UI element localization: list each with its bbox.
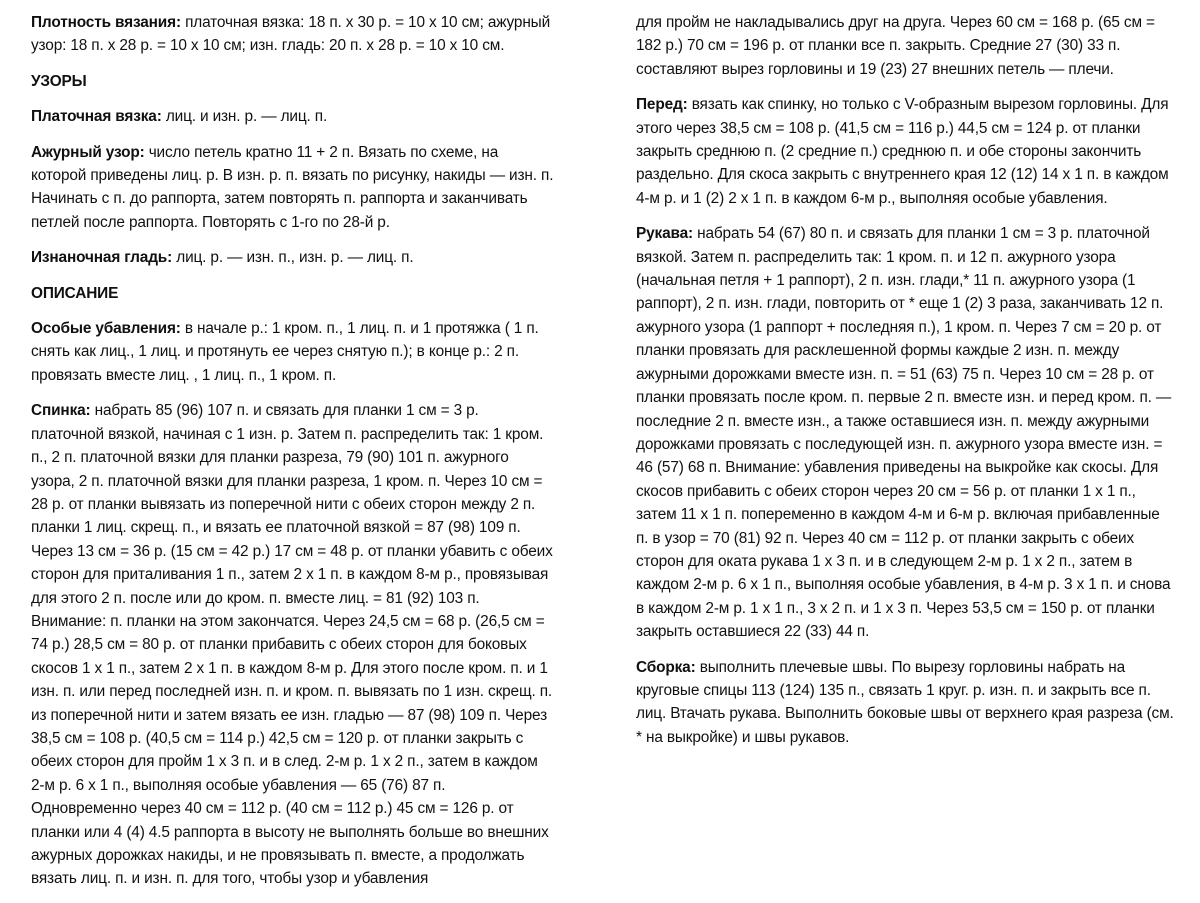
back-label: Спинка: bbox=[31, 402, 91, 420]
reverse-text: лиц. р. — изн. п., изн. р. — лиц. п. bbox=[172, 249, 414, 267]
back-text: набрать 85 (96) 107 п. и связать для планки 1 см = 3 р. платочной вязкой, начиная с 1 изн. р. Затем п. распределить так: 1 кром. п., 2 п. платочной вязки для планки разреза, 79 (90) 101 п. ажурного узора, 2 п. платочной вязки для планки разреза, 1 кром. п. Через 10 см = 28 р. от планки вывязать из поперечной нити с обеих сторон между 2 п. планки 1 лиц. скрещ. п., и вязать ее платочной вязкой = 87 (98) 109 п. Через 13 см = 36 р. (15 см = 42 р.) 17 см = 48 р. от планки убавить с обеих сторон для приталивания 1 п., затем 2 х 1 п. в каждом 8-м р., провязывая для этого 2 п. после или до кром. п. вместе лиц. = 81 (92) 103 п. Внимание: п. планки на этом закончатся. Через 24,5 см = 68 р. (26,5 см = 74 р.) 28,5 см = 80 р. от планки прибавить с обеих сторон для боковых скосов 1 х 1 п., затем 2 х 1 п. в каждом 8-м р. Для этого после кром. п. и 1 изн. п. или перед последней изн. п. и кром. п. вывязать по 1 изн. скрещ. п. из поперечной нити и затем вязать ее изн. гладью — 87 (98) 109 п. Через 38,5 см = 108 р. (40,5 см = 114 р.) 42,5 см = 120 р. от планки закрыть с обеих сторон для пройм 1 х 3 п. и в след. 2-м р. 1 х 2 п., затем в каждом 2-м р. 6 х 1 п., выполняя особые убавления — 65 (76) 87 п. Одновременно через 40 см = 112 р. (40 см = 112 р.) 45 см = 126 р. от планки или 4 (4) 4.5 раппорта в высоту не выполнять больше во внешних ажурных дорожках накиды, и не провязывать п. вместе, а продолжать вязать лиц. п. и изн. п. для того, чтобы узор и убавления bbox=[31, 402, 553, 888]
back-continued-paragraph: для пройм не накладывались друг на друга. Через 60 см = 168 р. (65 см = 182 р.) 70 см = 196 р. от планки все п. закрыть. Средние 27 (30) 33 п. составляют вырез горловины и 19 (23) 27 внешних петель — плечи. bbox=[636, 14, 1155, 78]
assembly-label: Сборка: bbox=[636, 658, 696, 676]
reverse-label: Изнаночная гладь: bbox=[31, 249, 173, 267]
garter-text: лиц. и изн. р. — лиц. п. bbox=[161, 108, 328, 126]
sleeves-text: набрать 54 (67) 80 п. и связать для планки 1 см = 3 р. платочной вязкой. Затем п. распределить так: 1 кром. п. и 12 п. ажурного узора (начальная петля + 1 раппорт), 2 п. изн. глади,* 11 п. ажурного узора (1 раппорт), 2 п. изн. глади, повторить от * еще 1 (2) 3 раза, заканчивать 12 п. ажурного узора (1 раппорт + последняя п.), 1 кром. п. Через 7 см = 20 р. от планки провязать для расклешенной формы каждые 2 изн. п. между ажурными дорожками вместе изн. п. = 51 (63) 75 п. Через 10 см = 28 р. от планки провязать после кром. п. первые 2 п. вместе изн. и перед кром. п. — последние 2 п. вместе изн., а также оставшиеся изн. п. между ажурными дорожками провязать с последующей изн. п. ажурного узора вместе изн. = 46 (57) 68 п. Внимание: убавления приведены на выкройке как скосы. Для скосов прибавить с обеих сторон через 20 см = 56 р. от планки 1 х 1 п., затем 11 х 1 п. попеременно в каждом 4-м и 6-м р. включая прибавленные п. в узор = 70 (81) 92 п. Через 40 см = 112 р. от планки закрыть с обеих сторон для оката рукава 1 х 3 п. и в следующем 2-м р. 1 х 2 п., затем в каждом 2-м р. 6 х 1 п., выполняя особые убавления, в 4-м р. 3 х 1 п. и снова в каждом 2-м р. 1 х 1 п., 3 х 2 п. и 1 х 3 п. Через 53,5 см = 150 р. от планки закрыть оставшиеся 22 (33) 44 п. bbox=[636, 225, 1172, 641]
density-paragraph bbox=[31, 11, 555, 58]
front-text: вязать как спинку, но только с V-образным вырезом горловины. Для этого через 38,5 см = 108 р. (41,5 см = 116 р.) 44,5 см = 124 р. от планки закрыть среднюю п. (2 средние п.) среднюю п. и обе стороны закончить раздельно. Для скоса закрыть с внутреннего края 12 (12) 14 х 1 п. в каждом 4-м р. и 1 (2) 2 х 1 п. в каждом 6-м р., выполняя особые убавления. bbox=[636, 96, 1169, 207]
patterns-heading: УЗОРЫ bbox=[31, 72, 87, 90]
decrease-paragraph bbox=[31, 317, 555, 387]
lace-paragraph bbox=[31, 141, 555, 235]
assembly-paragraph bbox=[636, 656, 1176, 750]
right-column bbox=[636, 11, 1176, 761]
lace-text: число петель кратно 11 + 2 п. Вязать по схеме, на которой приведены лиц. р. В изн. р. п. вязать по рисунку, накиды — изн. п. Начинать с п. до раппорта, затем повторять п. раппорта и заканчивать петлей после раппорта. Повторять с 1-го по 28-й р. bbox=[31, 143, 554, 231]
back-paragraph bbox=[31, 399, 555, 891]
description-heading: ОПИСАНИЕ bbox=[31, 284, 119, 302]
decrease-text: в начале р.: 1 кром. п., 1 лиц. п. и 1 протяжка ( 1 п. снять как лиц., 1 лиц. и протянуть ее через снятую п.); в конце р.: 2 п. провязать вместе лиц. , 1 лиц. п., 1 кром. п. bbox=[31, 320, 539, 384]
front-paragraph bbox=[636, 93, 1176, 210]
assembly-text: выполнить плечевые швы. По вырезу горловины набрать на круговые спицы 113 (124) 135 п., связать 1 круг. р. изн. п. и закрыть все п. лиц. Втачать рукава. Выполнить боковые швы от верхнего края разреза (см. * на выкройке) и швы рукавов. bbox=[636, 658, 1174, 746]
garter-paragraph bbox=[31, 105, 555, 128]
density-text: платочная вязка: 18 п. х 30 р. = 10 х 10 см; ажурный узор: 18 п. х 28 р. = 10 х 10 см; изн. гладь: 20 п. х 28 р. = 10 х 10 см. bbox=[31, 14, 551, 55]
density-label: Плотность вязания: bbox=[31, 14, 181, 31]
sleeves-paragraph bbox=[636, 222, 1176, 643]
sleeves-label: Рукава: bbox=[636, 225, 693, 243]
left-column bbox=[31, 11, 555, 903]
decrease-label: Особые убавления: bbox=[31, 320, 181, 338]
garter-label: Платочная вязка: bbox=[31, 108, 162, 126]
front-label: Перед: bbox=[636, 96, 688, 114]
lace-label: Ажурный узор: bbox=[31, 143, 145, 161]
reverse-paragraph bbox=[31, 246, 555, 269]
